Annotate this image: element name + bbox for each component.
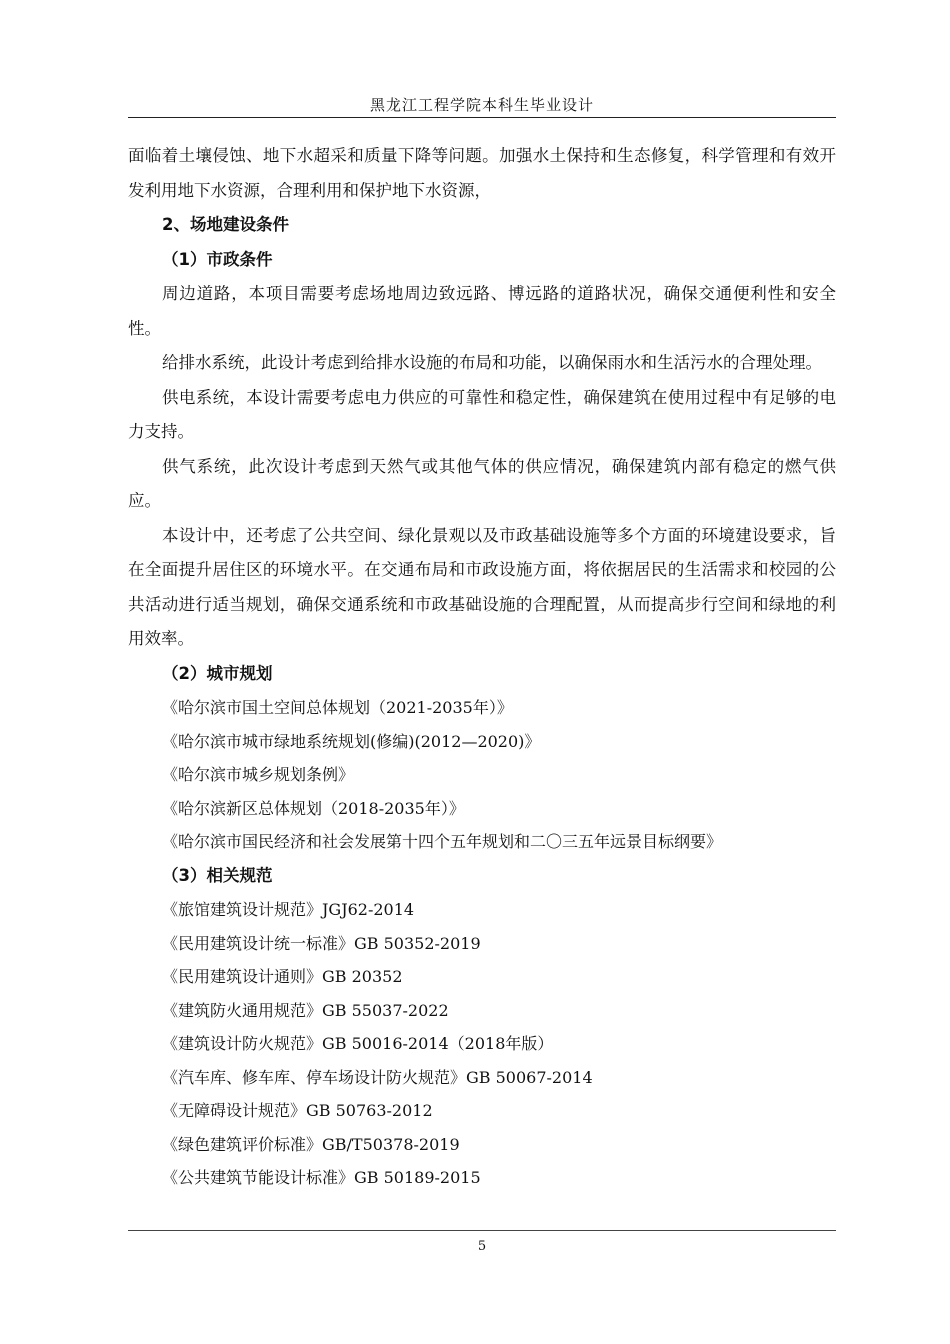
plan-item: 《哈尔滨市国土空间总体规划（2021-2035年）》 [162, 698, 513, 717]
standard-item: 《绿色建筑评价标准》GB/T50378-2019 [162, 1134, 460, 1154]
plan-item: 《哈尔滨新区总体规划（2018-2035年）》 [162, 798, 465, 818]
plan-item: 《哈尔滨市城乡规划条例》 [162, 765, 355, 784]
paragraph-roads: 周边道路，本项目需要考虑场地周边致远路、博远路的道路状况，确保交通便利性和安全性。 [128, 284, 836, 338]
plan-item: 《哈尔滨市城市绿地系统规划(修编)(2012—2020)》 [162, 731, 541, 751]
standard-item: 《旅馆建筑设计规范》JGJ62-2014 [162, 900, 415, 919]
footer-rule [128, 1230, 836, 1231]
section-heading-site-conditions: 2、场地建设条件 [162, 215, 289, 234]
header-rule [128, 117, 836, 118]
subsection-heading-standards: （3）相关规范 [162, 865, 273, 885]
page-content [128, 139, 836, 1195]
standard-item: 《汽车库、修车库、停车场设计防火规范》GB 50067-2014 [162, 1067, 593, 1087]
paragraph-gas: 供气系统，此次设计考虑到天然气或其他气体的供应情况，确保建筑内部有稳定的燃气供应。 [128, 456, 836, 510]
paragraph-power: 供电系统，本设计需要考虑电力供应的可靠性和稳定性，确保建筑在使用过程中有足够的电力支持。 [128, 387, 836, 441]
paragraph-environment: 本设计中，还考虑了公共空间、绿化景观以及市政基础设施等多个方面的环境建设要求，旨在全面提升居住区的环境水平。在交通布局和市政设施方面，将依据居民的生活需求和校园的公共活动进行适当规划，确保交通系统和市政基础设施的合理配置，从而提高步行空间和绿地的利用效率。 [128, 525, 836, 648]
standard-item: 《无障碍设计规范》GB 50763-2012 [162, 1101, 433, 1120]
standard-item: 《民用建筑设计通则》GB 20352 [162, 967, 403, 986]
paragraph-continued: 面临着土壤侵蚀、地下水超采和质量下降等问题。加强水土保持和生态修复，科学管理和有效开发利用地下水资源，合理利用和保护地下水资源， [128, 146, 836, 200]
page-number: 5 [477, 1239, 487, 1254]
standard-item: 《建筑设计防火规范》GB 50016-2014（2018年版） [162, 1034, 554, 1053]
standard-item: 《建筑防火通用规范》GB 55037-2022 [162, 1000, 449, 1020]
subsection-heading-urban-planning: （2）城市规划 [162, 663, 273, 683]
plan-item: 《哈尔滨市国民经济和社会发展第十四个五年规划和二〇三五年远景目标纲要》 [162, 832, 723, 851]
standard-item: 《公共建筑节能设计标准》GB 50189-2015 [162, 1168, 481, 1187]
page-header-title: 黑龙江工程学院本科生毕业设计 [369, 96, 594, 114]
standard-item: 《民用建筑设计统一标准》GB 50352-2019 [162, 933, 481, 953]
paragraph-water: 给排水系统，此设计考虑到给排水设施的布局和功能，以确保雨水和生活污水的合理处理。 [162, 353, 822, 372]
subsection-heading-municipal: （1）市政条件 [162, 249, 273, 269]
